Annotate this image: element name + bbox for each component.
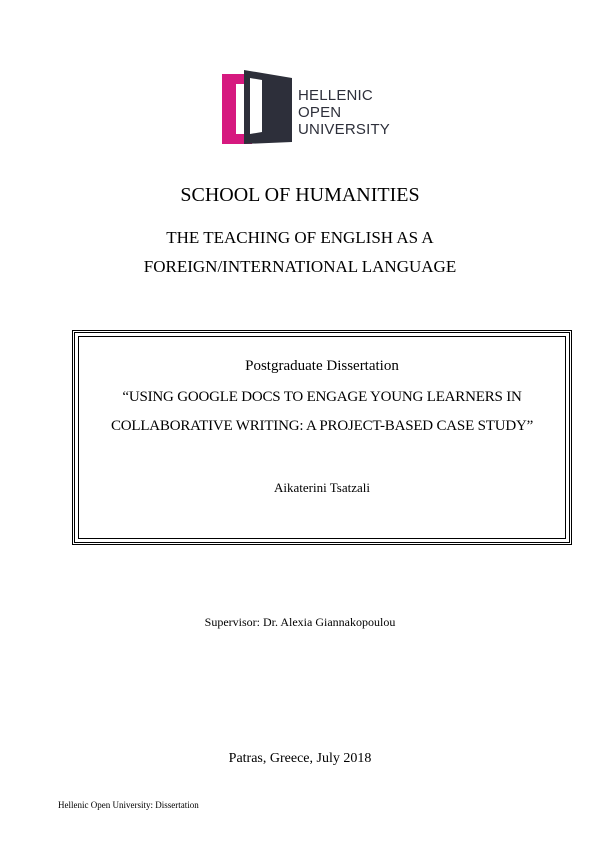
title-box-inner-border <box>78 336 566 539</box>
hou-logo-icon <box>222 70 294 146</box>
school-heading: SCHOOL OF HUMANITIES <box>180 184 420 206</box>
program-title-line-1: THE TEACHING OF ENGLISH AS A <box>166 228 434 247</box>
logo-line-2: OPEN <box>298 104 342 121</box>
university-logo <box>222 70 392 146</box>
logo-line-3: UNIVERSITY <box>298 121 391 138</box>
logo-line-1: HELLENIC <box>298 87 373 104</box>
program-title-line-2: FOREIGN/INTERNATIONAL LANGUAGE <box>143 257 457 276</box>
dissertation-title-line-2: COLLABORATIVE WRITING: A PROJECT-BASED CASE STUDY” <box>110 418 534 434</box>
document-type: Postgraduate Dissertation <box>245 358 399 374</box>
supervisor-line: Supervisor: Dr. Alexia Giannakopoulou <box>204 615 396 629</box>
place-and-date: Patras, Greece, July 2018 <box>228 751 372 766</box>
page-footer: Hellenic Open University: Dissertation <box>58 800 199 810</box>
author-name: Aikaterini Tsatzali <box>274 480 370 495</box>
logo-wordmark <box>298 87 390 138</box>
dissertation-title-box <box>72 330 572 545</box>
dissertation-title-line-1: “USING GOOGLE DOCS TO ENGAGE YOUNG LEARNERS IN <box>122 389 522 405</box>
